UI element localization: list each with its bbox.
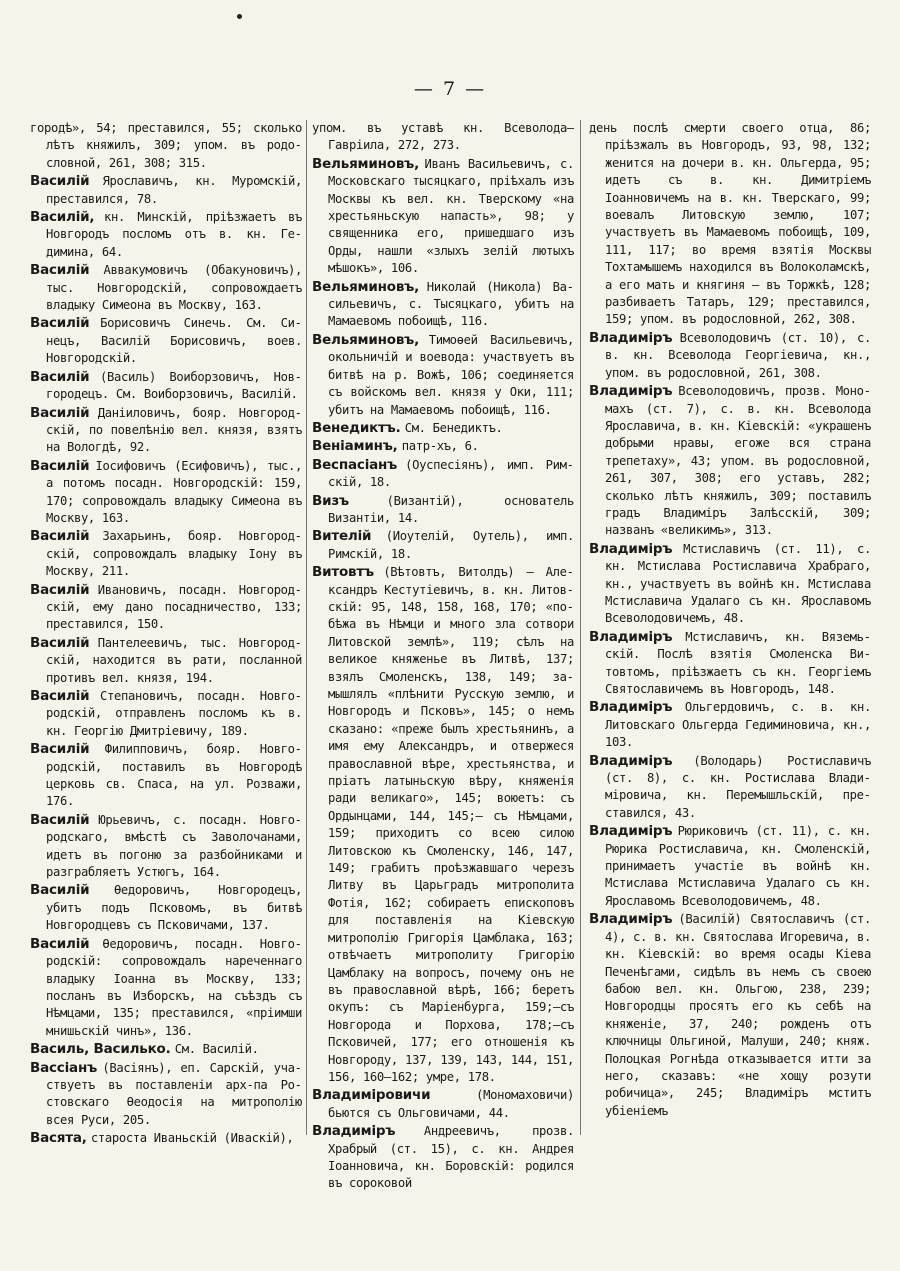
- index-column-1: [30, 120, 302, 1260]
- entry-headword: Владиміръ: [589, 911, 673, 928]
- index-entry: [312, 564, 574, 1086]
- index-entry: [589, 699, 871, 751]
- index-entry: [30, 173, 302, 208]
- entry-text: Тимоѳей Васильевичъ, окольничій и воевода: участвуетъ въ битвѣ на р. Вожѣ, 106; соединяется съ войскомъ вел. князя у Оки, 111; убитъ на Мамаевомъ побоищѣ, 116.: [328, 332, 574, 417]
- entry-headword: Василій: [30, 634, 90, 651]
- entry-text: Юрьевичъ, с. посадн. Новгородскаго, вмѣстѣ съ Заволочанами, идетъ въ погоню за разбойниками и разграбляетъ Устюгъ, 164.: [46, 812, 302, 880]
- entry-text: Ѳедоровичъ, посадн. Новгородскій: сопровождалъ нареченнаго владыку Іоанна въ Москву, 133; посланъ въ Изборскъ, на съѣздъ съ Нѣмцами, 135; преставился, «пріимши мнишьскій чинъ», 136.: [46, 936, 302, 1038]
- entry-text: (Иоутелій, Оутель), имп. Римскій, 18.: [328, 529, 574, 561]
- entry-text: (Оуспесіянъ), имп. Римскій, 18.: [328, 457, 574, 490]
- entry-text: Борисовичъ Синечь. См. Синецъ, Василій Борисовичъ, воев. Новгородскій.: [46, 316, 302, 366]
- index-entry: [589, 753, 871, 823]
- index-entry: [589, 541, 871, 628]
- index-entry: [30, 209, 302, 261]
- index-entry: [312, 457, 574, 492]
- entry-text: См. Бенедиктъ.: [404, 420, 503, 435]
- index-entry: [589, 383, 871, 540]
- entry-headword: Веспасіанъ: [312, 456, 398, 473]
- index-entry: [312, 420, 574, 437]
- index-entry: [589, 911, 871, 1120]
- entry-text: (Василь) Воиборзовичъ, Новгородецъ. См. Воиборзовичъ, Василій.: [46, 369, 302, 402]
- entry-headword: Вельяминовъ,: [312, 278, 420, 295]
- index-entry: [30, 688, 302, 740]
- entry-headword: Владиміръ: [589, 752, 673, 769]
- entry-text: день послѣ смерти своего отца, 86; пріѣзжалъ въ Новгородъ, 93, 98, 132; женится на дочери в. кн. Ольгерда, 95; идетъ съ в. кн. Димитріемъ Іоанновичемъ на в. кн. Тверскаго, 99; воевалъ Литовскую землю, 107; участвуетъ въ Мамаевомъ побоищѣ, 109, 111, 117; во время взятія Москвы Тохтамышемъ находился въ Волоколамскѣ, а его мать и княгиня — въ Торжкѣ, 128; разбиваетъ Татаръ, 129; преставился, 159; упом. въ родословной, 262, 308.: [589, 121, 871, 327]
- entry-text: патр-хъ, 6.: [401, 439, 479, 454]
- entry-headword: Вителій: [312, 528, 372, 545]
- entry-text: Аввакумовичъ (Обакуновичъ), тыс. Новгородскій, сопровождаетъ владыку Симеона въ Москву, 163.: [46, 263, 302, 313]
- entry-headword: Василій: [30, 528, 90, 545]
- index-entry: [312, 1123, 574, 1193]
- index-entry: [30, 405, 302, 457]
- entry-headword: Василь, Василько.: [30, 1041, 171, 1058]
- entry-text: Мстиславичъ, кн. Вяземьскій. Послѣ взятія Смоленска Витовтомъ, пріѣзжаетъ съ кн. Георгіемъ Святославичемъ въ Новгородъ, 148.: [605, 629, 871, 696]
- index-entry: [312, 438, 574, 455]
- index-entry: [312, 1087, 574, 1122]
- index-entry: [30, 582, 302, 634]
- entry-text: (Мономаховичи) бьются съ Ольговичами, 44.: [328, 1088, 574, 1120]
- index-entry: [589, 823, 871, 910]
- entry-headword: Василій: [30, 173, 90, 190]
- entry-headword: Василій: [30, 262, 90, 279]
- entry-text: Іосифовичъ (Есифовичъ), тыс., а потомъ посадн. Новгородскій: 159, 170; сопровождалъ владыку Симеона въ Москву, 163.: [46, 458, 302, 525]
- index-entry: [312, 156, 574, 278]
- entry-text: Всеволодовичъ (ст. 10), с. в. кн. Всеволода Георгіевича, кн., упом. въ родословной, 261, 308.: [605, 330, 871, 380]
- entry-text: (Васіянъ), еп. Сарскій, участвуетъ въ поставленіи арх-па Ростовскаго Ѳеодосія на митрополію всея Руси, 205.: [46, 1060, 302, 1127]
- index-entry: [589, 330, 871, 382]
- entry-text: (Василій) Святославичъ (ст. 4), с. в. кн. Святослава Игоревича, в. кн. Кіевскій: во время осады Кіева Печенѣгами, сидѣлъ въ немъ съ своею бабою вел. кн. Ольгою, 238, 239; Новгородцы просятъ его къ себѣ на княженіе, 37, 240; рожденъ отъ ключницы Ольгиной, Малуши, 240; княж. Полоцкая Рогнѣда отказывается итти за него, сказавъ: «не хощу розути робичица», 245; Владиміръ мститъ убіенiемъ: [605, 912, 871, 1118]
- entry-headword: Владиміръ: [589, 628, 673, 645]
- entry-headword: Василій: [30, 741, 90, 758]
- entry-headword: Василій: [30, 457, 90, 474]
- entry-text: Ольгердовичъ, с. в. кн. Литовскаго Ольгерда Гедиминовича, кн., 103.: [605, 700, 871, 750]
- entry-text: староста Иваньскій (Иваскій),: [90, 1131, 294, 1146]
- index-entry: [30, 528, 302, 580]
- entry-text: Андреевичъ, прозв. Храбрый (ст. 15), с. кн. Андрея Іоанновича, кн. Боровскій: родился въ сороковой: [328, 1124, 574, 1191]
- entry-headword: Васята,: [30, 1130, 87, 1147]
- index-entry: [30, 1060, 302, 1130]
- entry-headword: Василій: [30, 581, 90, 598]
- index-entry: [312, 332, 574, 419]
- page-number: — 7 —: [413, 78, 487, 100]
- index-entry: [312, 528, 574, 563]
- index-column-2: [312, 120, 574, 1260]
- entry-headword: Василій: [30, 688, 90, 704]
- ink-dot: [237, 14, 242, 19]
- entry-headword: Владиміръ: [589, 329, 673, 346]
- column-divider-right: [580, 120, 581, 1135]
- index-entry: [30, 936, 302, 1040]
- entry-text: городѣ», 54; преставился, 55; сколько лѣтъ княжилъ, 309; упом. въ родословной, 261, 308; 315.: [30, 121, 302, 170]
- entry-headword: Владиміръ: [312, 1123, 396, 1140]
- index-entry: [30, 1130, 302, 1147]
- entry-text: Рюриковичъ (ст. 11), с. кн. Рюрика Ростиславича, кн. Смоленскій, принимаетъ участіе въ войнѣ кн. Мстислава Мстиславича Удалаго съ кн. Ярославомъ Всеволодовичемъ, 48.: [605, 824, 871, 908]
- entry-headword: Владиміръ: [589, 540, 673, 557]
- entry-text: (Вѣтовтъ, Витолдъ) — Александръ Кестутіевичъ, в. кн. Литовскій: 95, 148, 158, 168, 170; «побѣжа въ Нѣмци и много зла сотвори Литовской землѣ», 119; сѣлъ на великое княженье въ Литвѣ, 137; взялъ Смоленскъ, 138, 149; замышлялъ «плѣнити Русскую землю, и Новгородъ и Псковъ», 145; о немъ сказано: «преже былъ хрестьянинъ, а имя ему Александръ, и отвержеся православной вѣре, хрестьянства, и пріатъ латыньскую вѣру, княженія ради великаго», 145; воюетъ: съ Ордынцами, 144, 145;— съ Нѣмцами, 159; приходитъ со всею силою Литовскою къ Смоленску, 146, 147, 149; грабитъ проѣзжавшаго черезъ Литву въ Царьградъ митрополита Фотія, 162; собираетъ епископовъ для поставленія на Кіевскую митрополію Григорія Цамблака, 163; отвѣчаетъ митрополиту Григорію Цамблаку на вопросъ, почему онъ не въ православной вѣрѣ, 166; беретъ окупъ: съ Маріенбурга, 159;—съ Новгорода и Порхова, 178;—съ Псковичей, 177; его отношенія къ Новгороду, 137, 139, 143, 144, 151, 156, 160—162; умре, 178.: [328, 565, 574, 1084]
- entry-headword: Владиміръ: [589, 823, 673, 840]
- entry-text: (Володарь) Ростиславичъ (ст. 8), с. кн. Ростислава Владиміровича, кн. Перемышльскій, преставился, 43.: [605, 753, 871, 820]
- entry-headword: Владиміръ: [589, 383, 673, 400]
- index-entry: [30, 741, 302, 811]
- entry-text: Иванъ Васильевичъ, с. Московскаго тысяцкаго, пріѣхалъ изъ Москвы къ вел. кн. Тверскому «на хрестьяньскую напасть», 98; у священника его, пришедшаго изъ Орды, нашли «злыхъ зелій лютыхъ мѣшокъ», 106.: [328, 156, 574, 276]
- index-entry: [30, 635, 302, 687]
- index-entry: [30, 262, 302, 314]
- index-entry: [30, 1041, 302, 1058]
- entry-headword: Владиміръ: [589, 699, 673, 716]
- entry-headword: Василій: [30, 315, 90, 332]
- entry-text: Мстиславичъ (ст. 11), с. кн. Мстислава Ростиславича Храбраго, кн., участвуетъ въ войнѣ кн. Мстислава Мстиславича Удалаго съ кн. Ярославомъ Всеволодовичемъ, 48.: [605, 541, 871, 626]
- entry-headword: Василій: [30, 935, 90, 952]
- index-entry: [30, 882, 302, 934]
- entry-text: Пантелеевичъ, тыс. Новгородскій, находится въ рати, посланной противъ вел. князя, 194.: [46, 635, 302, 685]
- index-entry: [30, 812, 302, 882]
- index-entry: [30, 369, 302, 404]
- entry-text: Николай (Никола) Васильевичъ, с. Тысяцкаго, убитъ на Мамаевомъ побоищѣ, 116.: [328, 279, 574, 329]
- index-entry: [312, 120, 574, 155]
- entry-headword: Вельяминовъ,: [312, 331, 420, 348]
- entry-text: Филипповичъ, бояр. Новгородскій, поставилъ въ Новгородѣ церковь св. Спаса, на ул. Розважи, 176.: [46, 742, 302, 809]
- entry-headword: Василій: [30, 404, 90, 421]
- entry-text: См. Василій.: [174, 1042, 259, 1057]
- entry-text: Ярославичъ, кн. Муромскій, преставился, 78.: [46, 174, 302, 206]
- entry-text: Даніиловичъ, бояр. Новгородскій, по повелѣнію вел. князя, взятъ на Вологдѣ, 92.: [46, 405, 302, 455]
- entry-headword: Веніаминъ,: [312, 438, 398, 455]
- entry-headword: Василій: [30, 368, 90, 385]
- entry-text: Ѳедоровичъ, Новгородецъ, убитъ подъ Псковомъ, въ битвѣ Новгородцевъ съ Псковичами, 137.: [46, 883, 302, 933]
- entry-text: Всеволодовичъ, прозв. Мономахъ (ст. 7), с. в. кн. Всеволода Ярославича, в. кн. Кіевскій: «украшенъ добрыми нравы, егоже вся страна трепетаху», 43; упом. въ родословной, 261, 307, 308; его уставъ, 282; сколько лѣтъ княжилъ, 309; поставилъ градъ Владиміръ Залѣсскій, 309; названъ «великимъ», 313.: [605, 384, 871, 538]
- entry-headword: Венедиктъ.: [312, 419, 401, 436]
- entry-headword: Василій,: [30, 209, 95, 226]
- column-divider-left: [306, 120, 307, 1135]
- entry-headword: Витовтъ: [312, 564, 374, 581]
- index-entry: [312, 493, 574, 528]
- entry-text: Ивановичъ, посадн. Новгородскій, ему дано посадничество, 133; преставился, 150.: [46, 582, 302, 632]
- index-entry: [30, 315, 302, 367]
- entry-headword: Вельяминовъ,: [312, 155, 420, 172]
- index-entry: [589, 629, 871, 699]
- entry-text: кн. Минскій, пріѣзжаетъ въ Новгородъ посломъ отъ в. кн. Гедимина, 64.: [46, 210, 302, 259]
- entry-headword: Владиміровичи: [312, 1087, 431, 1104]
- entry-text: Степановичъ, посадн. Новгородскій, отправленъ посломъ къ в. кн. Георгію Дмитріевичу, 189.: [46, 689, 302, 738]
- entry-headword: Визъ: [312, 492, 349, 509]
- index-entry: [589, 120, 871, 329]
- entry-text: упом. въ уставѣ кн. Всеволода— Гавріила, 272, 273.: [312, 121, 574, 153]
- entry-headword: Василій: [30, 882, 90, 899]
- entry-headword: Василій: [30, 811, 90, 828]
- index-entry: [30, 120, 302, 172]
- entry-text: (Византій), основатель Византіи, 14.: [328, 493, 574, 525]
- entry-text: Захарьинъ, бояр. Новгородскій, сопровождалъ владыку Іону въ Москву, 211.: [46, 529, 302, 579]
- index-entry: [312, 279, 574, 331]
- index-column-3: [589, 120, 871, 1260]
- entry-headword: Вассіанъ: [30, 1059, 98, 1076]
- index-entry: [30, 458, 302, 528]
